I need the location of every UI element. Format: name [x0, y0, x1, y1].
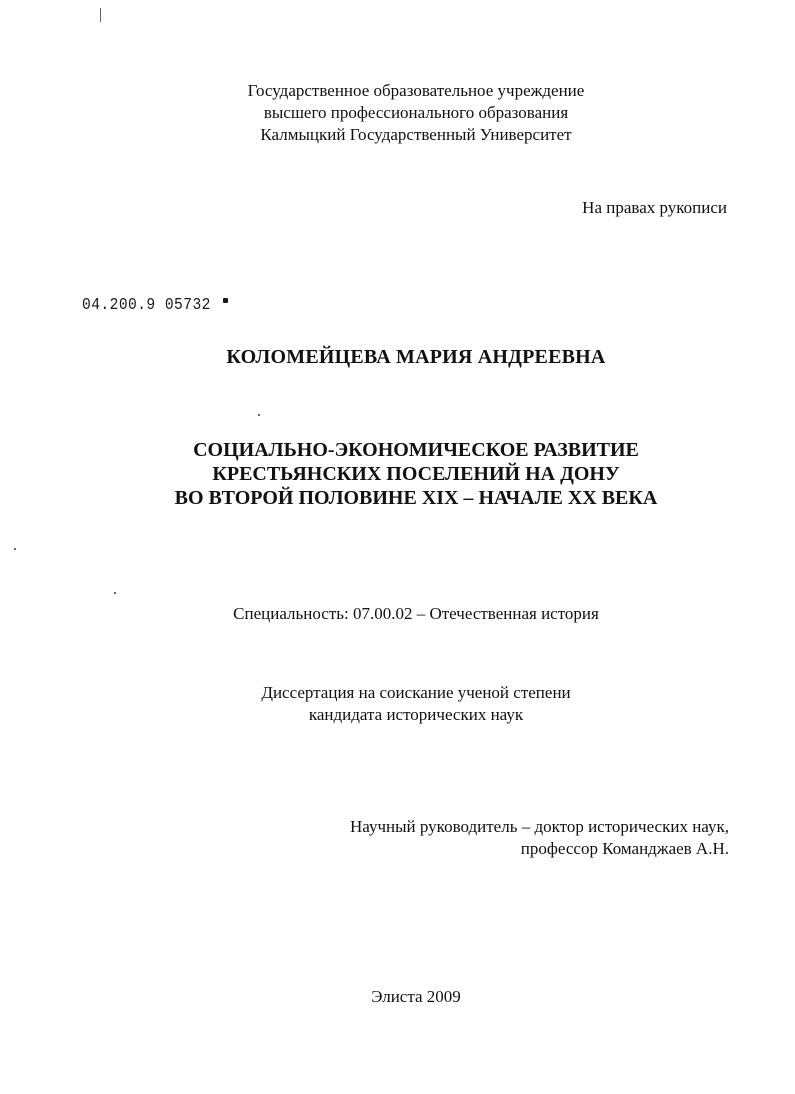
- city-year: Элиста 2009: [371, 987, 461, 1006]
- institution-line-3: Калмыцкий Государственный Университет: [260, 125, 572, 144]
- rights-note: На правах рукописи: [582, 198, 727, 217]
- scan-artifact: [100, 8, 101, 22]
- dissertation-title: [0, 438, 795, 510]
- scan-artifact: [258, 414, 260, 416]
- degree-line-1: Диссертация на соискание ученой степени: [261, 683, 571, 702]
- institution-line-2: высшего профессионального образования: [263, 103, 569, 122]
- title-line-3: ВО ВТОРОЙ ПОЛОВИНЕ XIX – НАЧАЛЕ XX ВЕКА: [174, 487, 658, 509]
- scan-artifact: [14, 548, 16, 550]
- supervisor-block: [350, 816, 729, 860]
- stamp-dot: [223, 298, 228, 303]
- title-line-1: СОЦИАЛЬНО-ЭКОНОМИЧЕСКОЕ РАЗВИТИЕ: [193, 439, 639, 461]
- title-line-2: КРЕСТЬЯНСКИХ ПОСЕЛЕНИЙ НА ДОНУ: [212, 463, 620, 485]
- author-name: КОЛОМЕЙЦЕВА МАРИЯ АНДРЕЕВНА: [226, 346, 606, 368]
- degree-statement: [0, 682, 795, 726]
- specialty: Специальность: 07.00.02 – Отечественная история: [233, 604, 599, 623]
- scan-artifact: [114, 592, 116, 594]
- institution-line-1: Государственное образовательное учреждение: [247, 81, 585, 100]
- registration-code: 04.200.9 05732: [82, 296, 211, 315]
- supervisor-line-2: профессор Команджаев А.Н.: [520, 839, 729, 858]
- institution-block: [0, 80, 795, 146]
- supervisor-line-1: Научный руководитель – доктор исторических наук,: [350, 817, 729, 836]
- degree-line-2: кандидата исторических наук: [308, 705, 524, 724]
